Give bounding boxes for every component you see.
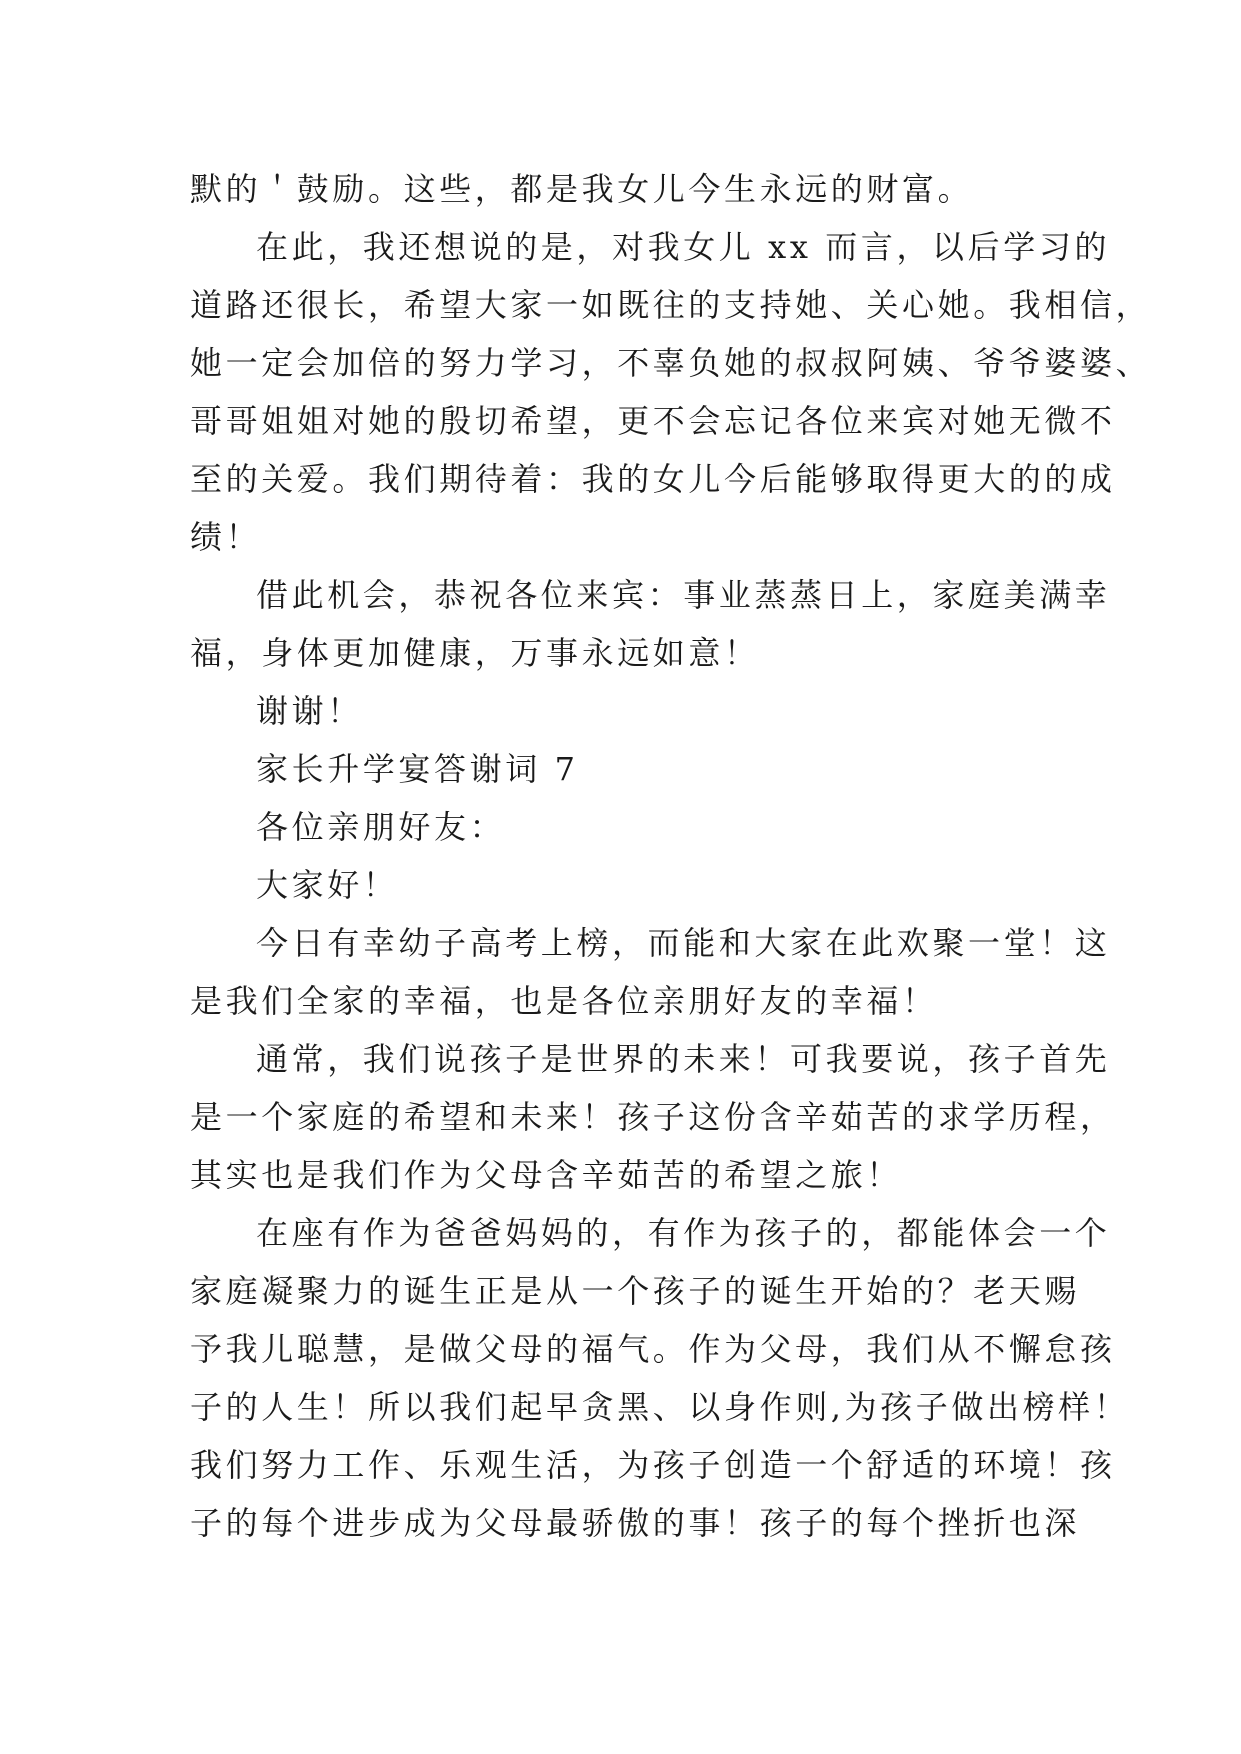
text-line: 谢谢！ [256,692,363,730]
text-line: 在座有作为爸爸妈妈的，有作为孩子的，都能体会一个 [256,1214,1111,1252]
text-line: 福，身体更加健康，万事永远如意！ [190,634,760,672]
text-line: 其实也是我们作为父母含辛茹苦的希望之旅！ [190,1156,903,1194]
text-line: 至的关爱。我们期待着：我的女儿今后能够取得更大的的成 [190,460,1116,498]
greeting: 大家好！ [256,866,399,904]
text-line: 哥哥姐姐对她的殷切希望，更不会忘记各位来宾对她无微不 [190,402,1116,440]
text-line: 是一个家庭的希望和未来！孩子这份含辛茹苦的求学历程， [190,1098,1116,1136]
text-line: 道路还很长，希望大家一如既往的支持她、关心她。我相信， [190,286,1152,324]
text-line: 今日有幸幼子高考上榜，而能和大家在此欢聚一堂！这 [256,924,1111,962]
text-line: 子的每个进步成为父母最骄傲的事！孩子的每个挫折也深 [190,1504,1081,1542]
text-line: 默的＇鼓励。这些，都是我女儿今生永远的财富。 [190,170,974,208]
text-line: 在此，我还想说的是，对我女儿 xx 而言，以后学习的 [256,228,1111,266]
text-line: 借此机会，恭祝各位来宾：事业蒸蒸日上，家庭美满幸 [256,576,1111,614]
section-heading: 家长升学宴答谢词 7 [256,750,579,788]
salutation: 各位亲朋好友： [256,808,506,846]
text-line: 子的人生！所以我们起早贪黑、以身作则,为孩子做出榜样！ [190,1388,1130,1426]
text-line: 予我儿聪慧，是做父母的福气。作为父母，我们从不懈怠孩 [190,1330,1116,1368]
text-line: 我们努力工作、乐观生活，为孩子创造一个舒适的环境！孩 [190,1446,1116,1484]
text-line: 她一定会加倍的努力学习，不辜负她的叔叔阿姨、爷爷婆婆、 [190,344,1152,382]
text-line: 是我们全家的幸福，也是各位亲朋好友的幸福！ [190,982,938,1020]
text-line: 通常，我们说孩子是世界的未来！可我要说，孩子首先 [256,1040,1111,1078]
text-line: 家庭凝聚力的诞生正是从一个孩子的诞生开始的？老天赐 [190,1272,1081,1310]
text-line: 绩！ [190,518,262,556]
document-body [190,160,1152,1552]
